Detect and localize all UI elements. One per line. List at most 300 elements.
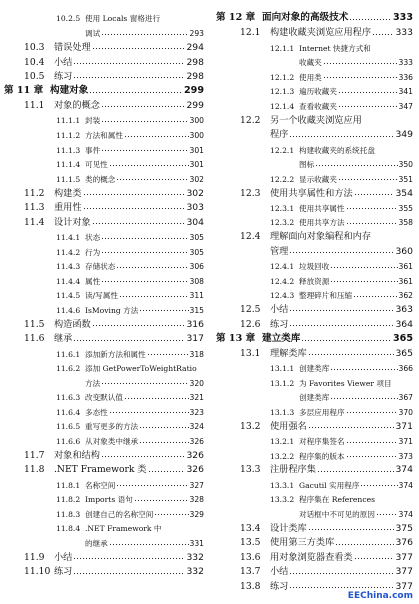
toc-entry-page-number: 351 — [398, 174, 413, 184]
toc-entry-page-number: 299 — [183, 85, 204, 97]
dot-leader — [101, 280, 188, 283]
toc-entry-title: 小结 — [270, 304, 289, 316]
toc-subsection-entry — [56, 244, 204, 256]
toc-section-entry — [24, 565, 204, 577]
dot-leader — [101, 382, 188, 385]
toc-entry-page-number: 371 — [395, 420, 413, 432]
toc-entry-page-number: 370 — [398, 407, 413, 417]
toc-entry-number: 12.3 — [240, 187, 261, 199]
dot-leader — [119, 295, 189, 298]
toc-subsection-entry — [270, 157, 413, 169]
dot-leader — [83, 207, 186, 210]
toc-entry-page-number: 304 — [186, 216, 204, 228]
dot-leader — [124, 397, 189, 400]
toc-subsection-entry — [270, 506, 413, 518]
toc-entry-number: 13.8 — [240, 581, 261, 593]
toc-entry-page-number: 358 — [398, 218, 413, 228]
toc-entry-title: 构建对象 — [50, 85, 89, 97]
toc-entry-title: 理解面向对象编程和内存 — [270, 231, 372, 243]
toc-entry-title: 练习 — [54, 71, 73, 83]
dot-leader — [73, 557, 185, 560]
toc-entry-title: 创建类库 — [299, 364, 330, 374]
toc-entry-page-number: 374 — [395, 464, 413, 476]
dot-leader — [101, 120, 188, 123]
toc-entry-number: 11.6.6 — [56, 436, 81, 446]
dot-leader — [124, 135, 189, 138]
toc-entry-title: 添加 GetPowerToWeightRatio — [85, 364, 197, 374]
toc-entry-page-number: 300 — [189, 116, 204, 126]
toc-subsection-entry — [270, 375, 413, 387]
dot-leader — [330, 368, 397, 371]
toc-section-entry — [240, 550, 413, 562]
toc-entry-number: 13.5 — [240, 537, 261, 549]
dot-leader — [289, 309, 394, 312]
toc-entry-page-number: 377 — [395, 581, 413, 593]
toc-entry-number: 10.4 — [24, 56, 45, 68]
toc-entry-title: 遍历收藏夹 — [299, 87, 337, 97]
toc-subsection-entry — [56, 375, 204, 387]
toc-entry-page-number: 336 — [398, 72, 413, 82]
toc-entry-page-number: 303 — [186, 202, 204, 214]
toc-subsection-entry — [270, 98, 413, 110]
toc-entry-title: 状态 — [85, 232, 101, 242]
toc-subsection-entry — [270, 448, 413, 460]
dot-leader — [101, 251, 188, 254]
toc-subsection-entry — [56, 404, 204, 416]
toc-entry-page-number: 302 — [186, 187, 204, 199]
toc-entry-number: 13.3 — [240, 464, 261, 476]
toc-entry-number: 12.6 — [240, 318, 261, 330]
dot-leader — [289, 572, 394, 575]
dot-leader — [92, 47, 186, 50]
toc-entry-page-number: 327 — [189, 480, 204, 490]
toc-entry-page-number: 308 — [189, 276, 204, 286]
toc-section-entry — [240, 113, 413, 125]
toc-section-entry — [240, 186, 413, 198]
toc-entry-page-number: 355 — [398, 203, 413, 213]
toc-subsection-entry — [270, 404, 413, 416]
toc-subsection-entry — [270, 259, 413, 271]
toc-entry-page-number: 324 — [189, 422, 204, 432]
toc-entry-title: 显示收藏夹 — [299, 174, 337, 184]
dot-leader — [338, 105, 398, 108]
toc-section-entry — [240, 244, 413, 256]
toc-entry-number: 10.5 — [24, 71, 45, 83]
toc-entry-number: 第 11 章 — [4, 85, 44, 97]
dot-leader — [92, 222, 186, 225]
toc-entry-page-number: 298 — [186, 71, 204, 83]
toc-entry-number: 11.8.4 — [56, 524, 81, 534]
toc-entry-title: 程序 — [270, 129, 289, 141]
toc-entry-page-number: 305 — [189, 247, 204, 257]
toc-entry-title: 用对象浏览器查看类 — [270, 551, 353, 563]
dot-leader — [349, 18, 392, 21]
dot-leader — [116, 178, 188, 181]
toc-entry-title: Imports 语句 — [85, 495, 133, 505]
toc-entry-title: 另一个收藏夹浏览应用 — [270, 114, 362, 126]
toc-entry-number: 13.3.2 — [270, 495, 295, 505]
toc-section-entry — [24, 186, 204, 198]
dot-leader — [372, 33, 394, 36]
toc-entry-page-number: 320 — [189, 378, 204, 388]
toc-entry-title: 构造函数 — [54, 318, 91, 330]
toc-section-entry — [24, 40, 204, 52]
toc-entry-page-number: 316 — [186, 318, 204, 330]
dot-leader — [116, 266, 188, 269]
toc-entry-title: 建立类库 — [262, 332, 301, 344]
toc-entry-title: 小结 — [54, 56, 73, 68]
dot-leader — [73, 572, 185, 575]
toc-entry-title: 释放资源 — [299, 276, 330, 286]
toc-entry-page-number: 377 — [395, 551, 413, 563]
toc-entry-title: 垃圾回收 — [299, 262, 330, 272]
toc-entry-title: 使用共享属性和方法 — [270, 187, 353, 199]
dot-leader — [317, 470, 395, 473]
toc-entry-number: 10.2.5 — [56, 14, 81, 24]
toc-chapter-entry — [216, 332, 413, 344]
toc-entry-number: 12.1.4 — [270, 101, 295, 111]
toc-entry-title: 设计类库 — [270, 522, 307, 534]
toc-entry-number: 12.2.2 — [270, 174, 295, 184]
toc-entry-page-number: 300 — [189, 130, 204, 140]
toc-entry-page-number: 301 — [189, 160, 204, 170]
toc-entry-number: 11.6.2 — [56, 364, 81, 374]
toc-entry-title: 事件 — [85, 145, 101, 155]
toc-subsection-entry — [56, 536, 204, 548]
toc-subsection-entry — [270, 288, 413, 300]
toc-entry-number: 11.4.3 — [56, 262, 81, 272]
dot-leader — [346, 411, 398, 414]
toc-entry-title: 对话框中不可见的原因 — [299, 509, 375, 519]
toc-entry-page-number: 365 — [395, 347, 413, 359]
dot-leader — [346, 207, 398, 210]
toc-entry-number: 13.2.2 — [270, 451, 295, 461]
toc-entry-title: 构建收藏夹浏览应用程序 — [270, 27, 372, 39]
toc-subsection-entry — [270, 84, 413, 96]
toc-entry-title: 方法和属性 — [85, 130, 123, 140]
toc-subsection-entry — [270, 273, 413, 285]
toc-section-entry — [240, 317, 413, 329]
toc-entry-title: 行为 — [85, 247, 101, 257]
dot-leader — [116, 484, 188, 487]
toc-entry-title: 面向对象的高级技术 — [262, 12, 349, 24]
toc-entry-page-number: 311 — [189, 291, 204, 301]
toc-entry-title: 的继承 — [85, 538, 108, 548]
toc-entry-number: 13.2 — [240, 420, 261, 432]
toc-entry-number: 11.1.4 — [56, 160, 81, 170]
toc-subsection-entry — [270, 361, 413, 373]
toc-entry-title: 使用第三方类库 — [270, 537, 335, 549]
toc-entry-number: 12.1.3 — [270, 87, 295, 97]
toc-entry-page-number: 302 — [189, 174, 204, 184]
toc-subsection-entry — [270, 142, 413, 154]
dot-leader — [73, 76, 185, 79]
toc-section-entry — [24, 55, 204, 67]
toc-entry-number: 12.4.3 — [270, 291, 295, 301]
toc-entry-page-number: 361 — [398, 276, 413, 286]
toc-entry-number: 12.3.2 — [270, 218, 295, 228]
toc-entry-number: 11.6.3 — [56, 393, 81, 403]
toc-section-entry — [24, 200, 204, 212]
toc-entry-page-number: 374 — [398, 480, 413, 490]
dot-leader — [73, 339, 185, 342]
toc-entry-title: 理解类库 — [270, 347, 307, 359]
dot-leader — [360, 484, 397, 487]
toc-subsection-entry — [56, 171, 204, 183]
toc-entry-number: 11.1.1 — [56, 116, 81, 126]
toc-entry-title: 属性 — [85, 276, 101, 286]
toc-entry-number: 11.1.2 — [56, 130, 81, 140]
toc-entry-page-number: 374 — [398, 509, 413, 519]
toc-entry-title: 添加新方法和属性 — [85, 349, 146, 359]
toc-section-entry — [240, 230, 413, 242]
toc-entry-number: 12.3.1 — [270, 203, 295, 213]
dot-leader — [330, 266, 397, 269]
dot-leader — [109, 543, 189, 546]
toc-entry-title: 收藏夹 — [299, 58, 322, 68]
toc-entry-page-number: 367 — [398, 393, 413, 403]
toc-entry-page-number: 321 — [189, 393, 204, 403]
toc-section-entry — [24, 215, 204, 227]
toc-entry-title: 使用共享方法 — [299, 218, 345, 228]
toc-entry-page-number: 354 — [395, 187, 413, 199]
watermark: EEChina.com — [347, 591, 413, 601]
toc-entry-number: 13.4 — [240, 522, 261, 534]
toc-subsection-entry — [270, 390, 413, 402]
toc-section-entry — [240, 302, 413, 314]
toc-subsection-entry — [56, 157, 204, 169]
toc-section-entry — [240, 346, 413, 358]
toc-entry-title: 从对象类中继承 — [85, 436, 139, 446]
toc-subsection-entry — [270, 434, 413, 446]
toc-entry-number: 11.4.6 — [56, 305, 81, 315]
toc-chapter-entry — [4, 84, 204, 96]
toc-section-entry — [240, 536, 413, 548]
dot-leader — [330, 397, 397, 400]
toc-entry-title: 小结 — [270, 566, 289, 578]
toc-entry-page-number: 371 — [398, 436, 413, 446]
dot-leader — [73, 62, 185, 65]
toc-entry-title: 对象的概念 — [54, 100, 100, 112]
dot-leader — [335, 543, 394, 546]
dot-leader — [353, 295, 397, 298]
toc-entry-title: Gacutil 实用程序 — [299, 480, 360, 490]
toc-entry-page-number: 326 — [186, 449, 204, 461]
toc-entry-number: 11.6.5 — [56, 422, 81, 432]
toc-entry-title: .NET Framework 中 — [85, 524, 162, 534]
toc-entry-title: 小结 — [54, 551, 73, 563]
toc-entry-page-number: 364 — [395, 318, 413, 330]
toc-entry-title: 练习 — [270, 581, 289, 593]
toc-entry-number: 11.1 — [24, 100, 45, 112]
toc-entry-page-number: 365 — [392, 332, 413, 344]
toc-subsection-entry — [56, 390, 204, 402]
toc-entry-title: 方法 — [85, 378, 101, 388]
toc-entry-number: 12.2 — [240, 114, 261, 126]
toc-entry-number: 11.10 — [24, 566, 51, 578]
toc-entry-page-number: 333 — [398, 58, 413, 68]
dot-leader — [330, 280, 397, 283]
dot-leader — [289, 586, 394, 589]
toc-subsection-entry — [56, 521, 204, 533]
toc-entry-number: 13.2.1 — [270, 436, 295, 446]
toc-entry-number: 11.8.3 — [56, 509, 81, 519]
dot-leader — [346, 455, 398, 458]
toc-subsection-entry — [56, 346, 204, 358]
toc-section-entry — [24, 317, 204, 329]
toc-entry-title: 图标 — [299, 160, 315, 170]
toc-entry-number: 11.7 — [24, 449, 45, 461]
toc-entry-page-number: 332 — [186, 566, 204, 578]
dot-leader — [109, 411, 189, 414]
toc-entry-title: 存储状态 — [85, 262, 116, 272]
toc-entry-page-number: 347 — [398, 101, 413, 111]
toc-subsection-entry — [56, 506, 204, 518]
toc-entry-title: .NET Framework 类 — [54, 464, 147, 476]
dot-leader — [323, 76, 398, 79]
toc-subsection-entry — [56, 288, 204, 300]
toc-section-entry — [240, 419, 413, 431]
toc-entry-page-number: 363 — [395, 304, 413, 316]
toc-entry-page-number: 373 — [398, 451, 413, 461]
dot-leader — [92, 324, 186, 327]
toc-entry-page-number: 333 — [392, 12, 413, 24]
dot-leader — [308, 353, 395, 356]
dot-leader — [154, 513, 188, 516]
dot-leader — [101, 105, 186, 108]
toc-entry-page-number: 293 — [189, 28, 204, 38]
toc-entry-number: 10.3 — [24, 41, 45, 53]
toc-entry-number: 13.1.1 — [270, 364, 295, 374]
toc-entry-title: 整理碎片和压缩 — [299, 291, 353, 301]
toc-section-entry — [240, 565, 413, 577]
dot-leader — [101, 33, 188, 36]
toc-entry-title: 使用强名 — [270, 420, 307, 432]
toc-entry-title: 对象和结构 — [54, 449, 100, 461]
toc-subsection-entry — [270, 55, 413, 67]
toc-entry-title: 读/写属性 — [85, 291, 118, 301]
toc-entry-page-number: 318 — [189, 349, 204, 359]
toc-subsection-entry — [56, 230, 204, 242]
toc-entry-number: 11.6.4 — [56, 407, 81, 417]
toc-entry-title: 设计对象 — [54, 216, 91, 228]
toc-subsection-entry — [270, 492, 413, 504]
toc-section-entry — [24, 463, 204, 475]
toc-section-entry — [240, 579, 413, 591]
toc-entry-number: 11.8 — [24, 464, 45, 476]
toc-entry-title: 构建收藏夹的系统托盘 — [299, 145, 375, 155]
toc-entry-page-number: 301 — [189, 145, 204, 155]
toc-entry-title: 使用 Locals 窗格进行 — [85, 14, 161, 24]
toc-section-entry — [240, 521, 413, 533]
toc-entry-number: 11.2 — [24, 187, 45, 199]
toc-subsection-entry — [56, 302, 204, 314]
toc-entry-page-number: 331 — [189, 538, 204, 548]
toc-entry-page-number: 315 — [189, 305, 204, 315]
toc-entry-number: 12.2.1 — [270, 145, 295, 155]
toc-entry-number: 12.5 — [240, 304, 261, 316]
toc-section-entry — [24, 550, 204, 562]
toc-entry-title: 为 Favorites Viewer 项目 — [299, 378, 392, 388]
toc-section-entry — [24, 448, 204, 460]
dot-leader — [308, 528, 395, 531]
toc-subsection-entry — [56, 361, 204, 373]
toc-entry-page-number: 326 — [189, 436, 204, 446]
toc-entry-page-number: 323 — [189, 407, 204, 417]
toc-entry-title: 对程序集签名 — [299, 436, 345, 446]
dot-leader — [346, 222, 398, 225]
toc-entry-title: 注册程序集 — [270, 464, 316, 476]
dot-leader — [139, 309, 188, 312]
toc-entry-number: 11.4.2 — [56, 247, 81, 257]
toc-entry-number: 11.1.3 — [56, 145, 81, 155]
toc-entry-page-number: 306 — [189, 262, 204, 272]
dot-leader — [139, 426, 188, 429]
toc-entry-title: 调试 — [85, 28, 101, 38]
toc-entry-page-number: 294 — [186, 41, 204, 53]
toc-subsection-entry — [56, 26, 204, 38]
toc-entry-number: 12.1.2 — [270, 72, 295, 82]
toc-entry-title: 练习 — [54, 566, 73, 578]
dot-leader — [354, 193, 395, 196]
toc-entry-number: 11.9 — [24, 551, 45, 563]
dot-leader — [101, 149, 188, 152]
toc-entry-title: 创建自己的名称空间 — [85, 509, 154, 519]
toc-entry-title: 使用类 — [299, 72, 322, 82]
toc-section-entry — [240, 128, 413, 140]
dot-leader — [308, 426, 395, 429]
toc-entry-title: 类的概念 — [85, 174, 116, 184]
toc-entry-title: 改变默认值 — [85, 393, 123, 403]
toc-entry-number: 13.3.1 — [270, 480, 295, 490]
toc-entry-number: 第 13 章 — [216, 332, 256, 344]
toc-entry-page-number: 361 — [398, 262, 413, 272]
toc-entry-number: 11.4.5 — [56, 291, 81, 301]
toc-subsection-entry — [56, 492, 204, 504]
toc-section-entry — [240, 463, 413, 475]
dot-leader — [83, 193, 186, 196]
toc-entry-page-number: 329 — [189, 509, 204, 519]
toc-entry-title: Internet 快捷方式和 — [299, 43, 371, 53]
toc-entry-number: 13.7 — [240, 566, 261, 578]
toc-section-entry — [24, 69, 204, 81]
toc-entry-title: 错误处理 — [54, 41, 91, 53]
toc-subsection-entry — [56, 273, 204, 285]
toc-entry-title: 程序集的版本 — [299, 451, 345, 461]
dot-leader — [109, 164, 189, 167]
toc-subsection-entry — [270, 477, 413, 489]
dot-leader — [338, 91, 398, 94]
toc-subsection-entry — [56, 477, 204, 489]
dot-leader — [289, 135, 394, 138]
toc-subsection-entry — [56, 142, 204, 154]
dot-leader — [346, 441, 398, 444]
toc-section-entry — [240, 26, 413, 38]
toc-entry-title: 练习 — [270, 318, 289, 330]
dot-leader — [147, 353, 189, 356]
toc-entry-number: 11.4.4 — [56, 276, 81, 286]
toc-entry-number: 13.1.3 — [270, 407, 295, 417]
toc-entry-title: 多层应用程序 — [299, 407, 345, 417]
toc-subsection-entry — [56, 113, 204, 125]
toc-section-entry — [24, 332, 204, 344]
toc-entry-number: 12.4.2 — [270, 276, 295, 286]
toc-entry-page-number: 326 — [186, 464, 204, 476]
dot-leader — [323, 62, 398, 65]
toc-entry-number: 11.4 — [24, 216, 45, 228]
toc-entry-page-number: 341 — [398, 87, 413, 97]
toc-subsection-entry — [56, 419, 204, 431]
